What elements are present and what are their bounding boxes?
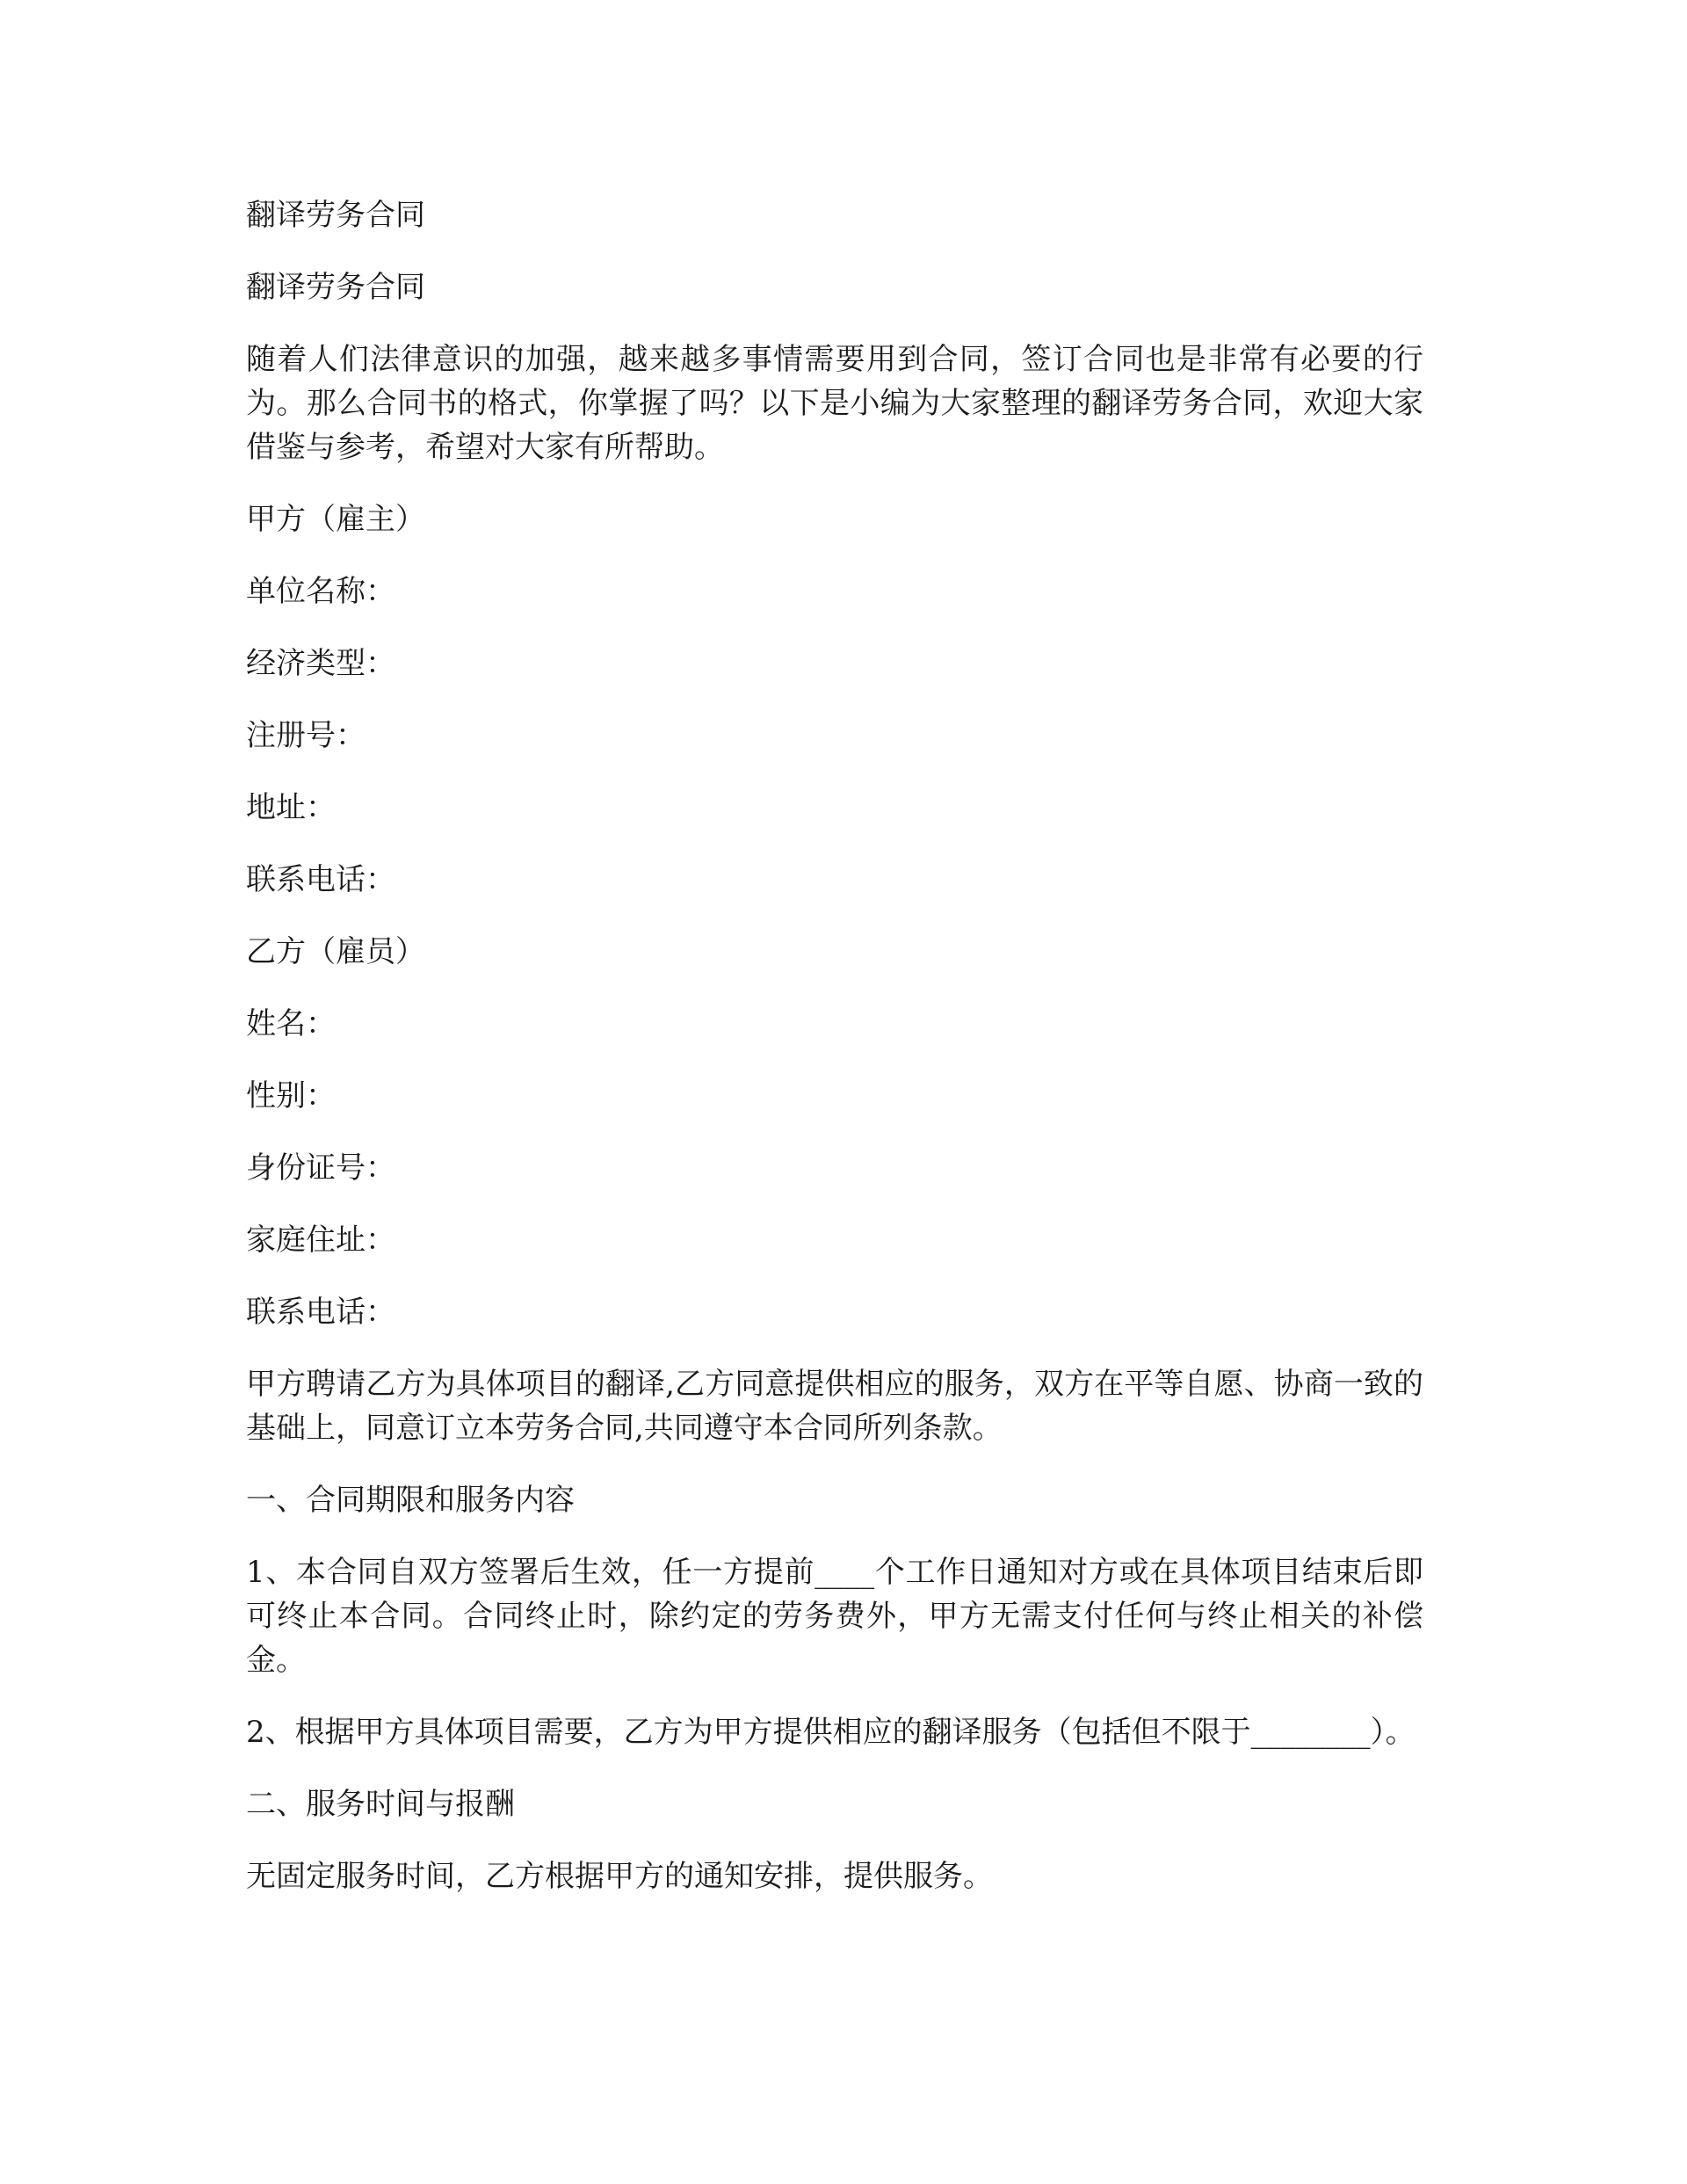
- intro-paragraph: 随着人们法律意识的加强，越来越多事情需要用到合同，签订合同也是非常有必要的行为。那么合同书的格式，你掌握了吗？以下是小编为大家整理的翻译劳务合同，欢迎大家借鉴与参考，希望对大家有所帮助。: [246, 342, 1423, 465]
- party-b-gender-field: 性别：: [246, 1078, 336, 1114]
- party-b-phone-field: 联系电话：: [246, 1295, 395, 1330]
- party-b-heading: 乙方（雇员）: [246, 934, 425, 969]
- party-b-name-field: 姓名：: [246, 1006, 336, 1041]
- party-b-id-number-field: 身份证号：: [246, 1150, 395, 1186]
- section-2-text: 无固定服务时间，乙方根据甲方的通知安排，提供服务。: [246, 1859, 993, 1894]
- party-a-phone-field: 联系电话：: [246, 862, 395, 897]
- party-a-registration-number-field: 注册号：: [246, 718, 366, 753]
- section-2-heading: 二、服务时间与报酬: [246, 1787, 515, 1822]
- document-title: 翻译劳务合同: [246, 270, 425, 305]
- section-1-heading: 一、合同期限和服务内容: [246, 1483, 575, 1518]
- section-1-clause-1: 1、本合同自双方签署后生效，任一方提前____个工作日通知对方或在具体项目结束后即可终止本合同。合同终止时，除约定的劳务费外，甲方无需支付任何与终止相关的补偿金。: [246, 1555, 1423, 1678]
- party-a-heading: 甲方（雇主）: [246, 502, 425, 537]
- party-a-economic-type-field: 经济类型：: [246, 646, 395, 681]
- party-a-company-name-field: 单位名称：: [246, 574, 395, 609]
- agreement-paragraph: 甲方聘请乙方为具体项目的翻译,乙方同意提供相应的服务，双方在平等自愿、协商一致的基础上，同意订立本劳务合同,共同遵守本合同所列条款。: [246, 1367, 1423, 1446]
- document-body: [246, 193, 1423, 1926]
- party-a-address-field: 地址：: [246, 790, 336, 825]
- party-b-home-address-field: 家庭住址：: [246, 1223, 395, 1258]
- header-title: 翻译劳务合同: [246, 198, 425, 233]
- section-1-clause-2: 2、根据甲方具体项目需要，乙方为甲方提供相应的翻译服务（包括但不限于________）。: [246, 1715, 1415, 1750]
